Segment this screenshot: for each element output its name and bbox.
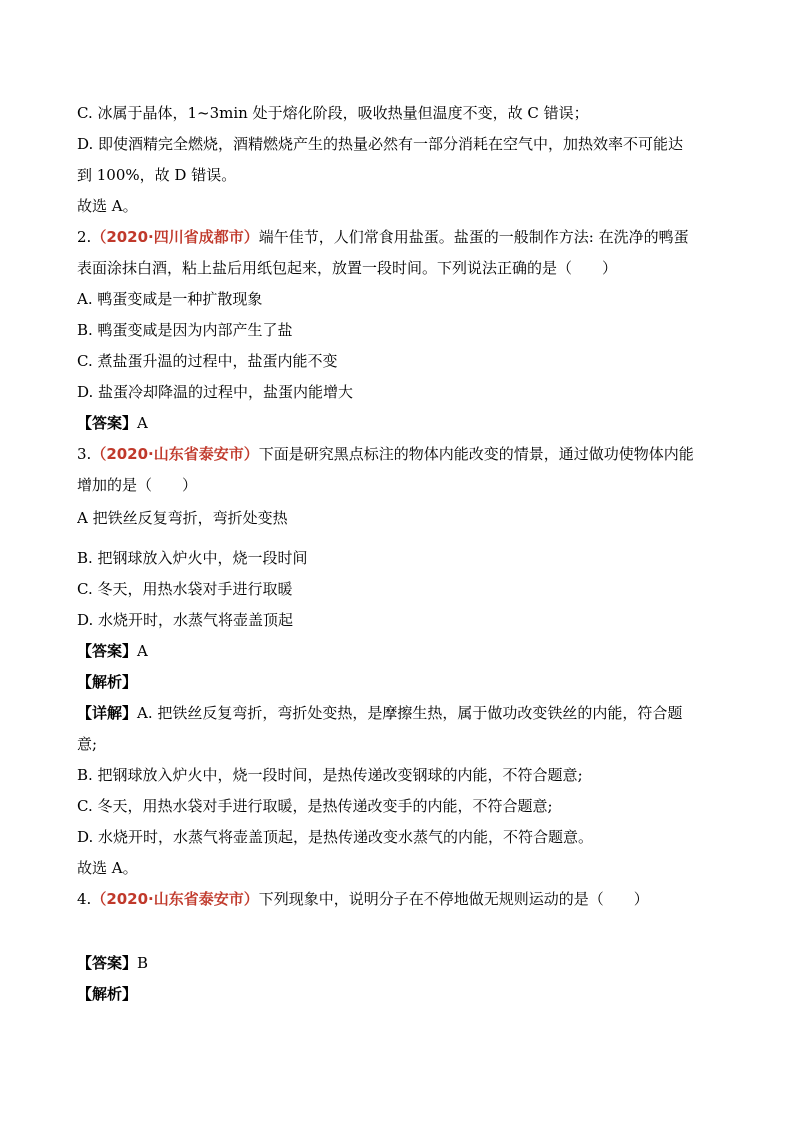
q2-number: 2.: [77, 228, 92, 246]
q3-detail-b: B. 把钢球放入炉火中，烧一段时间，是热传递改变钢球的内能，不符合题意;: [77, 766, 583, 784]
q3-source-tag: （2020·山东省泰安市）: [91, 445, 259, 463]
q3-detail-line2: 意;: [77, 735, 98, 753]
q3-detail-line1: [77, 703, 724, 723]
q2-option-a: A. 鸭蛋变咸是一种扩散现象: [77, 290, 263, 308]
prev-conclusion: 故选 A。: [77, 197, 138, 215]
q2-option-b: B. 鸭蛋变咸是因为内部产生了盐: [77, 321, 293, 339]
q2-stem-line1: [77, 227, 724, 247]
q4-stem-text: 下列现象中，说明分子在不停地做无规则运动的是（ ）: [258, 890, 649, 908]
q4-stem: [77, 889, 724, 909]
prev-option-d-explanation-line1: D. 即使酒精完全燃烧，酒精燃烧产生的热量必然有一部分消耗在空气中，加热效率不可能达: [77, 135, 684, 153]
q3-option-d: D. 水烧开时，水蒸气将壶盖顶起: [77, 611, 294, 629]
q4-analysis-tag: 【解析】: [77, 985, 138, 1003]
q2-answer: [77, 413, 724, 433]
q3-detail-c: C. 冬天，用热水袋对手进行取暖，是热传递改变手的内能，不符合题意;: [77, 797, 553, 815]
q3-conclusion: 故选 A。: [77, 859, 138, 877]
q3-stem-text1: 下面是研究黑点标注的物体内能改变的情景，通过做功使物体内能: [258, 445, 694, 463]
q3-option-a: A 把铁丝反复弯折，弯折处变热: [77, 509, 288, 527]
q3-detail-tag: 【详解】: [77, 704, 138, 722]
q3-option-c: C. 冬天，用热水袋对手进行取暖: [77, 580, 293, 598]
q3-analysis-tag: 【解析】: [77, 673, 138, 691]
q2-source-tag: （2020·四川省成都市）: [91, 228, 259, 246]
q2-stem-line2: 表面涂抹白酒，粘上盐后用纸包起来，放置一段时间。下列说法正确的是（ ）: [77, 259, 618, 277]
q2-answer-tag: 【答案】: [77, 414, 138, 432]
q3-detail-text1: A. 把铁丝反复弯折，弯折处变热，是摩擦生热，属于做功改变铁丝的内能，符合题: [137, 704, 683, 722]
q4-source-tag: （2020·山东省泰安市）: [91, 890, 259, 908]
q2-option-d: D. 盐蛋冷却降温的过程中，盐蛋内能增大: [77, 383, 354, 401]
q2-option-c: C. 煮盐蛋升温的过程中，盐蛋内能不变: [77, 352, 338, 370]
q2-answer-value: A: [137, 414, 148, 432]
q3-stem-line1: [77, 444, 724, 464]
q4-answer-value: B: [137, 954, 149, 972]
q4-answer-tag: 【答案】: [77, 954, 138, 972]
q3-number: 3.: [77, 445, 92, 463]
prev-option-d-explanation-line2: 到 100%，故 D 错误。: [77, 166, 237, 184]
q2-stem-text1: 端午佳节，人们常食用盐蛋。盐蛋的一般制作方法: 在洗净的鸭蛋: [258, 228, 689, 246]
prev-option-c-explanation: C. 冰属于晶体，1~3min 处于熔化阶段，吸收热量但温度不变，故 C 错误；: [77, 104, 589, 122]
q3-answer-tag: 【答案】: [77, 642, 138, 660]
q3-detail-d: D. 水烧开时，水蒸气将壶盖顶起，是热传递改变水蒸气的内能，不符合题意。: [77, 828, 594, 846]
q3-option-b: B. 把钢球放入炉火中，烧一段时间: [77, 549, 308, 567]
q3-answer-value: A: [137, 642, 148, 660]
q3-stem-line2: 增加的是（ ）: [77, 476, 198, 494]
q4-number: 4.: [77, 890, 92, 908]
q3-answer: [77, 641, 724, 661]
q4-answer: [77, 953, 724, 973]
